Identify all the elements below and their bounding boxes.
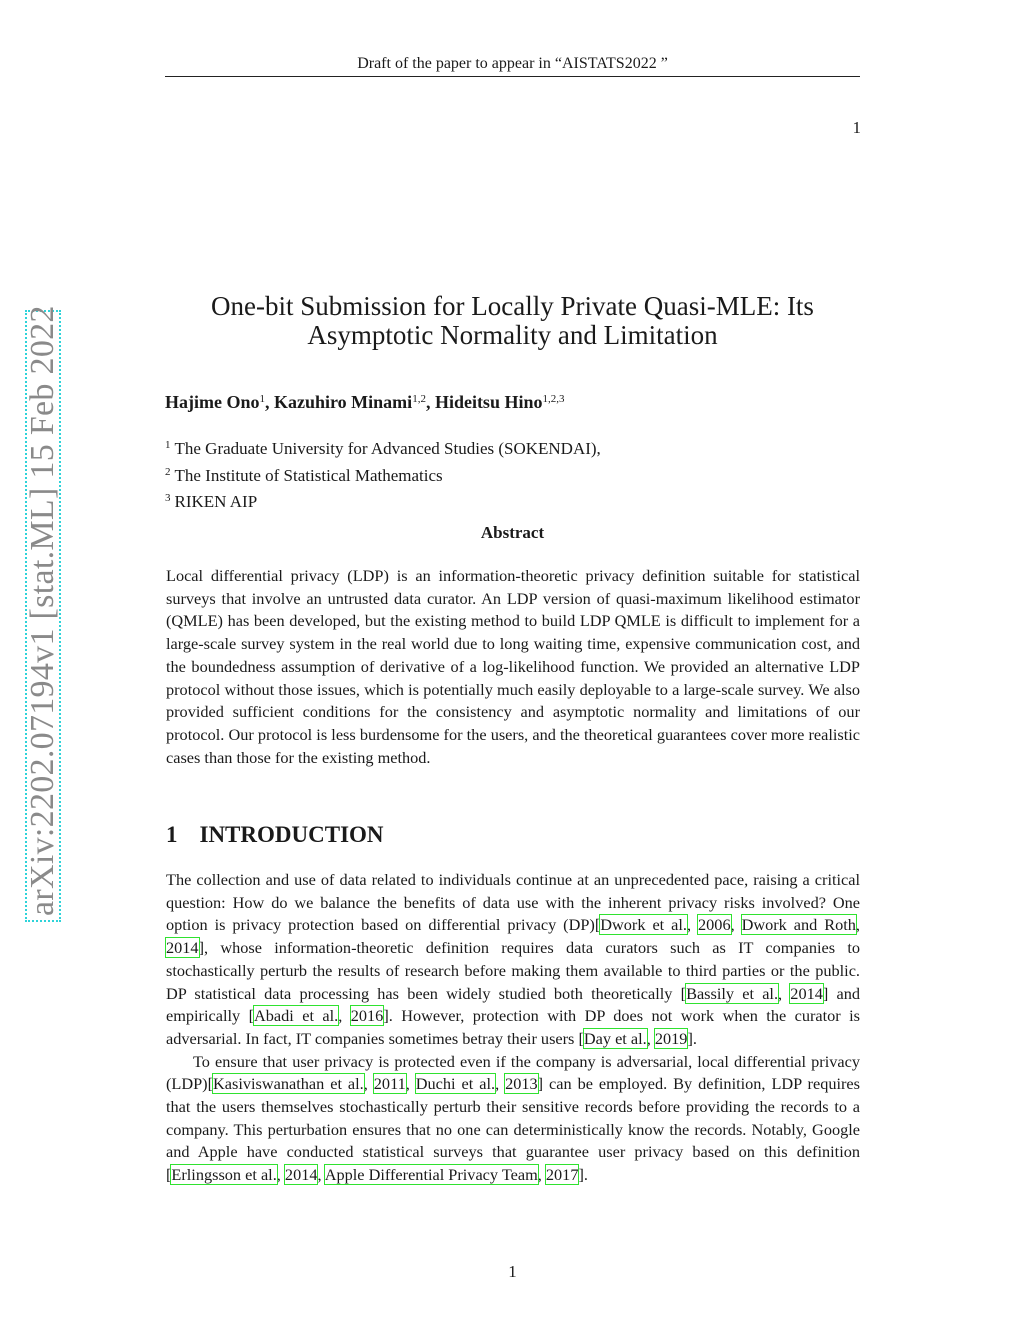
citation-year-link[interactable]: 2014	[166, 938, 199, 958]
affiliation-sup: 1	[165, 439, 171, 451]
running-head: Draft of the paper to appear in “AISTATS2022 ”	[357, 55, 668, 72]
abstract-body: Local differential privacy (LDP) is an information-theoretic privacy definition suitable for statistical surveys that involve an untrusted data curator. An LDP version of quasi-maximum likelihood estimator (QMLE) has been developed, but the existing method to build LDP QMLE is difficult to implement for a large-scale survey system in the real world due to long waiting time, expensive communication cost, and the boundedness assumption of derivative of a log-likelihood function. We provided an alternative LDP protocol without those issues, which is potentially much easily deployable to a large-scale survey. We also provided sufficient conditions for the consistency and asymptotic normality and limitations of our protocol. Our protocol is less burdensome for the users, and the theoretical guarantees cover more realistic cases than those for the existing method.	[166, 566, 860, 767]
page-number-top: 1	[852, 118, 861, 137]
citation-separator: ,	[537, 1165, 546, 1185]
author-list	[165, 392, 564, 413]
paper-title	[165, 292, 860, 350]
citation-separator: ,	[646, 1028, 655, 1048]
author-affil-sup: 1,2,3	[542, 393, 565, 405]
citation-link[interactable]: Apple Differential Privacy Team	[324, 1165, 538, 1185]
citation-separator: ,	[338, 1006, 351, 1026]
citation-link[interactable]: Bassily et al.	[686, 983, 779, 1003]
text-run: ]. However, protection with DP does not work when the curator is adversarial. In fact, IT companies sometimes betray their users [	[166, 1006, 861, 1048]
citation-separator: ,	[686, 915, 699, 935]
author-separator: ,	[425, 392, 435, 412]
section-number: 1	[166, 822, 178, 847]
affiliation-text: The Graduate University for Advanced Studies (SOKENDAI),	[174, 439, 601, 458]
author-separator: ,	[265, 392, 274, 412]
citation-year-link[interactable]: 2014	[284, 1165, 318, 1185]
intro-paragraph-2	[166, 1051, 860, 1187]
affiliation-item	[165, 434, 601, 461]
affiliation-sup: 3	[165, 492, 171, 504]
citation-separator: ,	[778, 983, 791, 1003]
text-run: The collection and use of data related to individuals continue at an unprecedented pace, raising a critical question: How do we balance the benefits of data use with the inherent privacy risks involved? One option is privacy protection based on differential privacy (DP)[	[166, 870, 860, 935]
citation-separator: ,	[730, 915, 742, 935]
introduction-body	[166, 869, 860, 1187]
citation-link[interactable]: Kasiviswanathan et al.	[213, 1074, 364, 1094]
citation-year-link[interactable]: 2014	[790, 983, 823, 1003]
citation-link[interactable]: Abadi et al.	[254, 1006, 339, 1026]
citation-link[interactable]: Day et al.	[583, 1028, 647, 1048]
page-number-bottom: 1	[508, 1262, 517, 1281]
citation-separator: ,	[405, 1074, 416, 1094]
citation-link[interactable]: Dwork et al.	[600, 915, 687, 935]
citation-link[interactable]: Erlingsson et al.	[171, 1165, 277, 1185]
citation-separator: ,	[495, 1074, 506, 1094]
arxiv-stamp: arXiv:2202.07194v1 [stat.ML] 15 Feb 2022	[24, 305, 61, 916]
author-affil-sup: 1	[259, 393, 265, 405]
citation-year-link[interactable]: 2013	[505, 1074, 538, 1094]
citation-link[interactable]: Dwork and Roth	[741, 915, 856, 935]
text-run: To ensure that user privacy is protected even if the company is adversarial, local differential privacy (LDP)[	[166, 1051, 860, 1094]
text-run: ].	[687, 1028, 697, 1048]
text-run: ], whose information-theoretic definition requires data curators such as IT companies to stochastically perturb the results of research before making them available to third parties or the public. DP statistical data processing has been widely studied both theoretically [	[166, 938, 860, 1003]
citation-separator: ,	[317, 1165, 325, 1185]
text-run: ] can be employed. By definition, LDP requires that the users themselves stochastically perturb their sensitive records before providing the records to a company. This perturbation ensures that no one can deterministically know the records. Notably, Google and Apple have conducted statistical surveys that guarantee user privacy based on this definition [	[166, 1074, 860, 1185]
header-rule	[165, 76, 860, 77]
citation-separator: ,	[276, 1165, 285, 1185]
citation-link[interactable]: Duchi et al.	[415, 1074, 496, 1094]
abstract-heading: Abstract	[480, 523, 545, 542]
intro-paragraph-1	[166, 869, 860, 1051]
citation-year-link[interactable]: 2016	[350, 1006, 384, 1026]
affiliation-text: RIKEN AIP	[174, 492, 258, 511]
affiliation-sup: 2	[165, 465, 171, 478]
citation-year-link[interactable]: 2006	[698, 915, 731, 935]
citation-separator: ,	[855, 915, 860, 935]
section-title: INTRODUCTION	[199, 822, 384, 847]
citation-year-link[interactable]: 2011	[373, 1074, 406, 1094]
text-run: ] and empirically [	[166, 983, 860, 1026]
author-name: Hideitsu Hino	[434, 392, 543, 412]
author-affil-sup: 1,2	[412, 393, 426, 405]
title-line-1: One-bit Submission for Locally Private Quasi-MLE: Its	[211, 291, 814, 321]
citation-year-link[interactable]: 2017	[545, 1165, 579, 1185]
author-name: Kazuhiro Minami	[274, 392, 413, 412]
title-line-2: Asymptotic Normality and Limitation	[307, 320, 718, 350]
citation-separator: ,	[363, 1074, 374, 1094]
section-heading	[166, 822, 384, 848]
author-name: Hajime Ono	[165, 392, 260, 412]
affiliation-list	[165, 434, 601, 514]
text-run: ].	[578, 1165, 588, 1185]
affiliation-item	[165, 461, 601, 488]
affiliation-item	[165, 487, 601, 514]
citation-year-link[interactable]: 2019	[654, 1028, 688, 1048]
affiliation-text: The Institute of Statistical Mathematics	[174, 465, 443, 485]
